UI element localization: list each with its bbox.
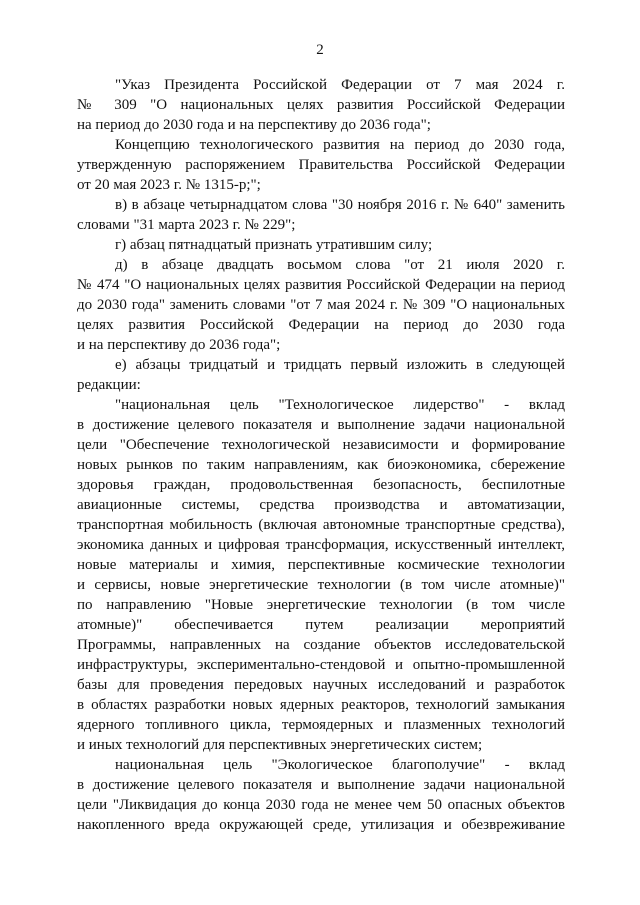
page-number: 2 [316, 42, 324, 58]
text-line: и на перспективу до 2036 года"; [77, 337, 281, 353]
text-line: здоровья граждан, продовольственная безопасность, беспилотные [77, 477, 565, 493]
text-line: словами "31 марта 2023 г. № 229"; [77, 217, 296, 233]
text-line: ядерного топливного цикла, термоядерных и плазменных технологий [77, 717, 565, 733]
text-line: по направлению "Новые энергетические технологии (в том числе [77, 597, 565, 613]
text-line: редакции: [77, 377, 141, 393]
text-line: утвержденную распоряжением Правительства Российской Федерации [77, 157, 565, 173]
text-line: "Указ Президента Российской Федерации от 7 мая 2024 г. [115, 77, 565, 93]
text-line: до 2030 года" заменить словами "от 7 мая 2024 г. № 309 "О национальных [77, 297, 565, 313]
text-line: от 20 мая 2023 г. № 1315-р;"; [77, 177, 261, 193]
text-line: "национальная цель "Технологическое лидерство" - вклад [115, 397, 565, 413]
text-line: целях развития Российской Федерации на период до 2030 года [77, 317, 565, 333]
text-line: атомные)" обеспечивается путем реализации мероприятий [77, 617, 565, 633]
text-line: в областях разработки новых ядерных реакторов, технологий замыкания [77, 697, 565, 713]
text-line: в достижение целевого показателя и выполнение задачи национальной [77, 417, 565, 433]
text-line: национальная цель "Экологическое благополучие" - вклад [115, 757, 565, 773]
text-line: и иных технологий для перспективных энергетических систем; [77, 737, 483, 753]
text-line: е) абзацы тридцатый и тридцать первый изложить в следующей [115, 357, 565, 373]
text-line: транспортная мобильность (включая автономные транспортные средства), [77, 517, 565, 533]
text-line: экономика данных и цифровая трансформация, искусственный интеллект, [77, 537, 565, 553]
text-line: № 474 "О национальных целях развития Российской Федерации на период [77, 277, 565, 293]
text-line: в достижение целевого показателя и выполнение задачи национальной [77, 777, 565, 793]
text-line: Программы, направленных на создание объектов исследовательской [77, 637, 565, 653]
text-line: инфраструктуры, экспериментально-стендовой и опытно-промышленной [77, 657, 565, 673]
text-line: в) в абзаце четырнадцатом слова "30 ноября 2016 г. № 640" заменить [115, 197, 565, 213]
text-line: базы для проведения передовых научных исследований и разработок [77, 677, 565, 693]
text-line: Концепцию технологического развития на период до 2030 года, [115, 137, 565, 153]
text-line: авиационные системы, средства производства и автоматизации, [77, 497, 565, 513]
text-line: г) абзац пятнадцатый признать утратившим силу; [115, 237, 433, 253]
text-line: новых рынков по таким направлениям, как биоэкономика, сбережение [77, 457, 565, 473]
text-line: накопленного вреда окружающей среде, утилизация и обезвреживание [77, 817, 565, 833]
text-line: цели "Обеспечение технологической независимости и формирование [77, 437, 565, 453]
document-body [77, 75, 565, 835]
text-line: цели "Ликвидация до конца 2030 года не менее чем 50 опасных объектов [77, 797, 565, 813]
text-line: и сервисы, новые энергетические технологии (в том числе атомные)" [77, 577, 565, 593]
text-line: на период до 2030 года и на перспективу до 2036 года"; [77, 117, 431, 133]
text-line: новые материалы и химия, перспективные космические технологии [77, 557, 565, 573]
text-line: д) в абзаце двадцать восьмом слова "от 21 июля 2020 г. [115, 257, 565, 273]
text-line: № 309 "О национальных целях развития Российской Федерации [77, 97, 565, 113]
